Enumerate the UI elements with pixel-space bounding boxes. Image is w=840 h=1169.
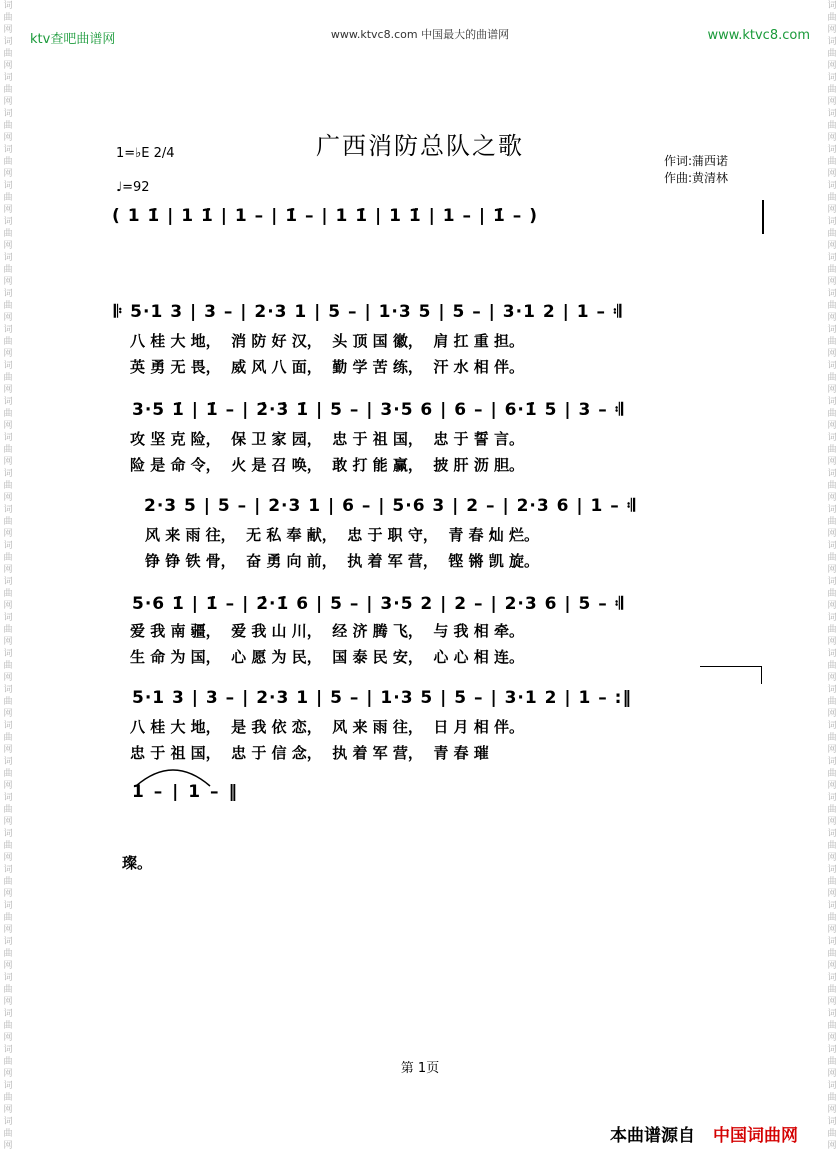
- lyricist-credit: 作词:蒲西诺: [664, 154, 729, 168]
- volta-bracket-end: [761, 666, 762, 684]
- watermark-right: 词 曲 网 词 曲 网 词 曲 网 词 曲 网 词 曲 网 词 曲 网 词 曲 网 词 曲 网 词 曲 网 词 曲 网 词 曲 网 词 曲 网 词 曲 网 词 曲 网 词 曲 网 词 曲 网 词 曲 网 词 曲 网 词 曲 网 词 曲 网 词 曲 网 词 曲 网 词 曲 网 词 曲 网 词 曲 网 词 曲 网 词 曲 网 词 曲 网 词 曲 网 词 曲 网 词 曲 网 词 曲 网: [827, 1, 837, 1151]
- score-row-2: [112, 394, 767, 428]
- score-row-3-lyric-1: 风 来 雨 往， 无 私 奉 献， 忠 于 职 守， 青 春 灿 烂。: [145, 526, 540, 544]
- intro-notes: ( 1 1̇ | 1 1̇ | 1 – | 1̇ – | 1 1̇ | 1 1̇ | 1 – | 1̇ – ): [112, 206, 538, 226]
- score-row-1-lyric-1: 八 桂 大 地， 消 防 好 汉， 头 顶 国 徽， 肩 扛 重 担。: [130, 332, 525, 350]
- score-row-5-lyric-1: 八 桂 大 地， 是 我 依 恋， 风 来 雨 往， 日 月 相 伴。: [130, 718, 525, 736]
- volta-bracket: [700, 666, 762, 667]
- score-row-4-notes: 5·6 1̇ | 1̇ – | 2̇·1̇ 6 | 5 – | 3·5 2 | 2 – | 2·3 6 | 5 – 𝄇: [132, 594, 624, 614]
- intro-end-bar: [762, 200, 764, 234]
- score-row-2-notes: 3·5 1̇ | 1̇ – | 2̇·3̇ 1̇ | 5 – | 3·5 6 | 6 – | 6·1̇ 5 | 3 – 𝄇: [132, 400, 624, 420]
- score-row-3-lyric-2: 铮 铮 铁 骨， 奋 勇 向 前， 执 着 军 营， 铿 锵 凯 旋。: [145, 552, 540, 570]
- source-credit: [610, 1121, 798, 1146]
- header-left-link[interactable]: ktv查吧曲谱网: [30, 32, 116, 47]
- score-row-1: [112, 296, 767, 330]
- score-row-2-lyric-2: 险 是 命 令， 火 是 召 唤， 敢 打 能 赢， 披 肝 沥 胆。: [130, 456, 525, 474]
- score-row-5-lyric-2: 忠 于 祖 国， 忠 于 信 念， 执 着 军 营， 青 春 璀: [130, 744, 489, 762]
- ending-notes: 1 – | 1 – ‖: [132, 782, 239, 802]
- song-title: 广西消防总队之歌: [316, 132, 524, 160]
- score-row-1-lyric-2: 英 勇 无 畏， 威 风 八 面， 勤 学 苦 练， 汗 水 相 伴。: [130, 358, 525, 376]
- score-row-5: [112, 682, 767, 716]
- score-row-4: [112, 588, 767, 622]
- key-signature: 1=♭E 2/4: [116, 146, 175, 161]
- tempo-mark: ♩=92: [116, 180, 150, 195]
- score-row-3-notes: 2·3 5 | 5 – | 2·3 1 | 6 – | 5·6 3 | 2 – | 2·3 6 | 1 – 𝄇: [144, 496, 636, 516]
- page-number: 第 1页: [400, 1061, 440, 1076]
- source-site-link[interactable]: 中国词曲网: [713, 1126, 798, 1146]
- score-row-2-lyric-1: 攻 坚 克 险， 保 卫 家 园， 忠 于 祖 国， 忠 于 誓 言。: [130, 430, 525, 448]
- header-right-link[interactable]: www.ktvc8.com: [707, 28, 810, 43]
- score-row-4-lyric-1: 爱 我 南 疆， 爱 我 山 川， 经 济 腾 飞， 与 我 相 牵。: [130, 622, 525, 640]
- intro-row: [112, 200, 767, 234]
- watermark-left: 词 曲 网 词 曲 网 词 曲 网 词 曲 网 词 曲 网 词 曲 网 词 曲 网 词 曲 网 词 曲 网 词 曲 网 词 曲 网 词 曲 网 词 曲 网 词 曲 网 词 曲 网 词 曲 网 词 曲 网 词 曲 网 词 曲 网 词 曲 网 词 曲 网 词 曲 网 词 曲 网 词 曲 网 词 曲 网 词 曲 网 词 曲 网 词 曲 网 词 曲 网 词 曲 网 词 曲 网 词 曲 网: [3, 1, 13, 1151]
- score-row-3: [112, 490, 767, 524]
- ending-lyric: 璨。: [122, 854, 153, 872]
- score-row-1-notes: 𝄆 5·1 3 | 3 – | 2·3 1 | 5 – | 1·3 5 | 5 – | 3·1 2 | 1 – 𝄇: [114, 302, 623, 322]
- ending-row: [112, 776, 312, 810]
- composer-credit: 作曲:黄清林: [664, 171, 729, 185]
- score-row-4-lyric-2: 生 命 为 国， 心 愿 为 民， 国 泰 民 安， 心 心 相 连。: [130, 648, 525, 666]
- source-label: 本曲谱源自: [610, 1126, 695, 1146]
- score-row-5-notes: 5·1 3 | 3 – | 2·3 1 | 5 – | 1·3 5 | 5 – | 3·1 2 | 1 – :‖: [132, 688, 632, 708]
- header-center-text: www.ktvc8.com 中国最大的曲谱网: [330, 28, 510, 41]
